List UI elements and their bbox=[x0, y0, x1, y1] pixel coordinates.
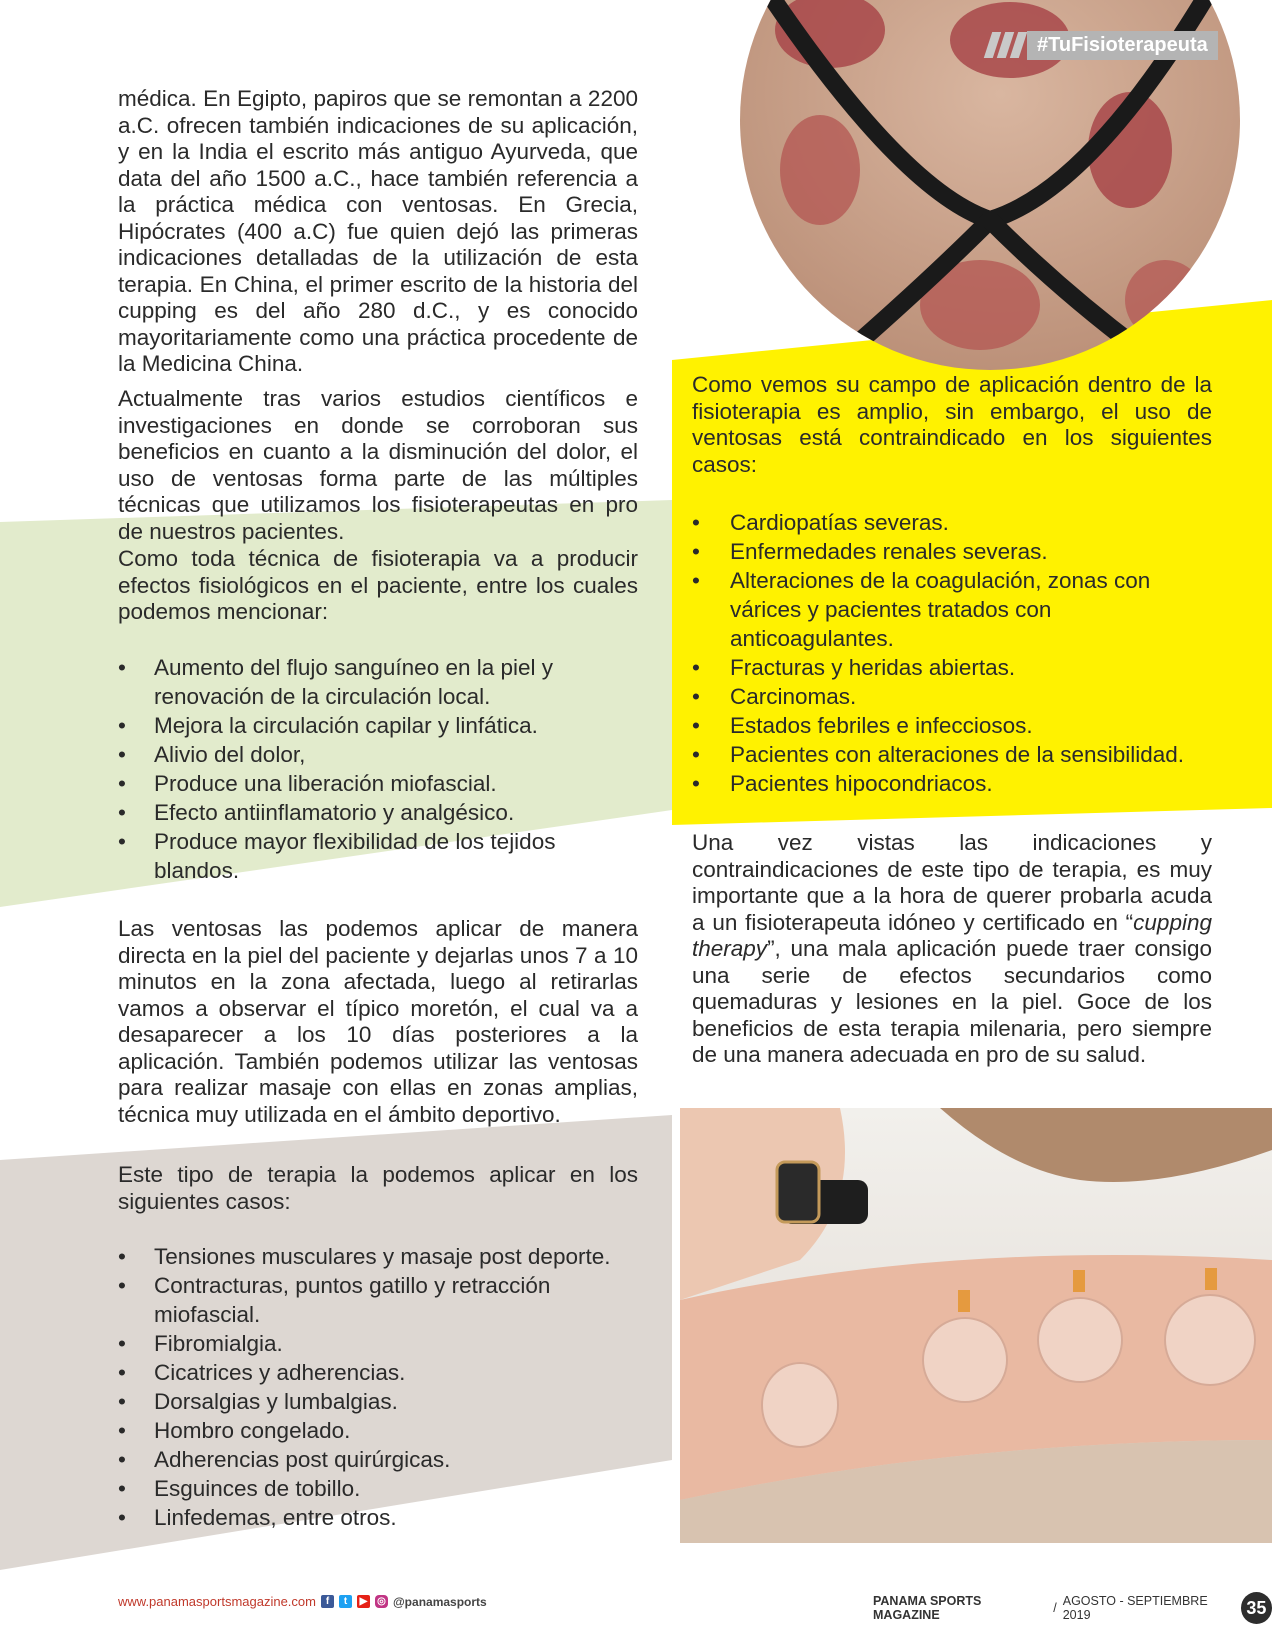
list-item: • Cicatrices y adherencias. bbox=[118, 1358, 638, 1387]
footer-separator: / bbox=[1053, 1601, 1057, 1615]
website-link[interactable]: www.panamasportsmagazine.com bbox=[118, 1594, 316, 1609]
left-paragraph-4 bbox=[118, 916, 638, 1128]
contraindications-section bbox=[692, 372, 1212, 798]
list-item: • Produce una liberación miofascial. bbox=[118, 769, 638, 798]
list-item: • Alivio del dolor, bbox=[118, 740, 638, 769]
list-item: • Dorsalgias y lumbalgias. bbox=[118, 1387, 638, 1416]
list-item: • Cardiopatías severas. bbox=[692, 508, 1212, 537]
page-number: 35 bbox=[1241, 1592, 1272, 1624]
tag-label: #TuFisioterapeuta bbox=[1027, 31, 1218, 60]
list-item: • Produce mayor flexibilidad de los tejidos blandos. bbox=[118, 827, 638, 885]
conclusion-emphasis: cupping therapy bbox=[692, 909, 1212, 961]
conclusion-text-a: Una vez vistas las indicaciones y contraindicaciones de este tipo de terapia, es muy importante que a la hora de querer probarla acuda a un fisioterapeuta idóneo y certificado en “ bbox=[692, 830, 1212, 935]
list-item: • Fracturas y heridas abiertas. bbox=[692, 653, 1212, 682]
list-item: • Tensiones musculares y masaje post deporte. bbox=[118, 1242, 638, 1271]
list-item: • Carcinomas. bbox=[692, 682, 1212, 711]
paragraph-conclusion bbox=[692, 830, 1212, 1069]
left-paragraph-2 bbox=[118, 386, 638, 545]
paragraph-application: Las ventosas las podemos aplicar de manera directa en la piel del paciente y dejarlas unos 7 a 10 minutos en la zona afectada, luego al retirarlas vamos a observar el típico moretón, el cual va a desaparecer a los 10 días posteriores a la aplicación. También podemos utilizar las ventosas para realizar masaje con ellas en zonas amplias, técnica muy utilizada en el ámbito deportivo. bbox=[118, 916, 638, 1127]
list-item: • Linfedemas, entre otros. bbox=[118, 1503, 638, 1532]
effects-section bbox=[118, 546, 638, 885]
footer-left bbox=[118, 1594, 487, 1609]
list-item: • Hombro congelado. bbox=[118, 1416, 638, 1445]
list-item: • Adherencias post quirúrgicas. bbox=[118, 1445, 638, 1474]
list-item: • Estados febriles e infecciosos. bbox=[692, 711, 1212, 740]
list-item: • Enfermedades renales severas. bbox=[692, 537, 1212, 566]
cases-list bbox=[118, 1242, 638, 1532]
social-handle: @panamasports bbox=[392, 1594, 487, 1609]
issue-date: AGOSTO - SEPTIEMBRE 2019 bbox=[1062, 1594, 1208, 1622]
footer-right bbox=[873, 1592, 1272, 1624]
list-item: • Esguinces de tobillo. bbox=[118, 1474, 638, 1503]
list-item: • Efecto antiinflamatorio y analgésico. bbox=[118, 798, 638, 827]
list-item: • Pacientes con alteraciones de la sensibilidad. bbox=[692, 740, 1212, 769]
cases-section bbox=[118, 1162, 638, 1532]
magazine-name: PANAMA SPORTS MAGAZINE bbox=[873, 1594, 982, 1622]
paragraph-history: médica. En Egipto, papiros que se remontan a 2200 a.C. ofrecen también indicaciones de su aplicación, y en la India el escrito más antiguo Ayurveda, que data del año 1500 a.C., hace también referencia a la práctica médica con ventosas. En Grecia, Hipócrates (400 a.C) fue quien dejó las primeras indicaciones detalladas de la utilización de esta terapia. En China, el primer escrito de la historia del cupping es del año 280 d.C., y es conocido mayoritariamente como una práctica procedente de la Medicina China. bbox=[118, 86, 638, 376]
left-paragraph-1 bbox=[118, 86, 638, 378]
paragraph-contraindications-intro: Como vemos su campo de aplicación dentro de la fisioterapia es amplio, sin embargo, el uso de ventosas está contraindicado en los siguientes casos: bbox=[692, 372, 1212, 477]
list-item: • Aumento del flujo sanguíneo en la piel y renovación de la circulación local. bbox=[118, 653, 638, 711]
contraindications-list bbox=[692, 508, 1212, 798]
youtube-icon[interactable]: ▶ bbox=[357, 1595, 370, 1608]
instagram-icon[interactable]: ◎ bbox=[375, 1595, 388, 1608]
list-item: • Contracturas, puntos gatillo y retracción miofascial. bbox=[118, 1271, 638, 1329]
tag-stripes bbox=[988, 32, 1023, 58]
section-tag bbox=[988, 30, 1218, 60]
right-paragraph-conclusion bbox=[692, 830, 1212, 1069]
list-item: • Alteraciones de la coagulación, zonas con várices y pacientes tratados con anticoagulantes. bbox=[692, 566, 1212, 653]
effects-list bbox=[118, 653, 638, 885]
facebook-icon[interactable]: f bbox=[321, 1595, 334, 1608]
paragraph-effects-intro: Como toda técnica de fisioterapia va a producir efectos fisiológicos en el paciente, entre los cuales podemos mencionar: bbox=[118, 546, 638, 624]
list-item: • Fibromialgia. bbox=[118, 1329, 638, 1358]
paragraph-current-use: Actualmente tras varios estudios científicos e investigaciones en donde se corroboran sus beneficios en cuanto a la disminución del dolor, el uso de ventosas forma parte de las múltiples técnicas que utilizamos los fisioterapeutas en pro de nuestros pacientes. bbox=[118, 386, 638, 544]
list-item: • Mejora la circulación capilar y linfática. bbox=[118, 711, 638, 740]
twitter-icon[interactable]: t bbox=[339, 1595, 352, 1608]
list-item: • Pacientes hipocondriacos. bbox=[692, 769, 1212, 798]
paragraph-cases-intro: Este tipo de terapia la podemos aplicar en los siguientes casos: bbox=[118, 1162, 638, 1214]
cupping-leg-photo bbox=[680, 1108, 1272, 1543]
conclusion-text-b: ”, una mala aplicación puede traer consigo una serie de efectos secundarios como quemaduras y lesiones en la piel. Goce de los beneficios de esta terapia milenaria, pero siempre de una manera adecuada en pro de su salud. bbox=[692, 936, 1212, 1067]
